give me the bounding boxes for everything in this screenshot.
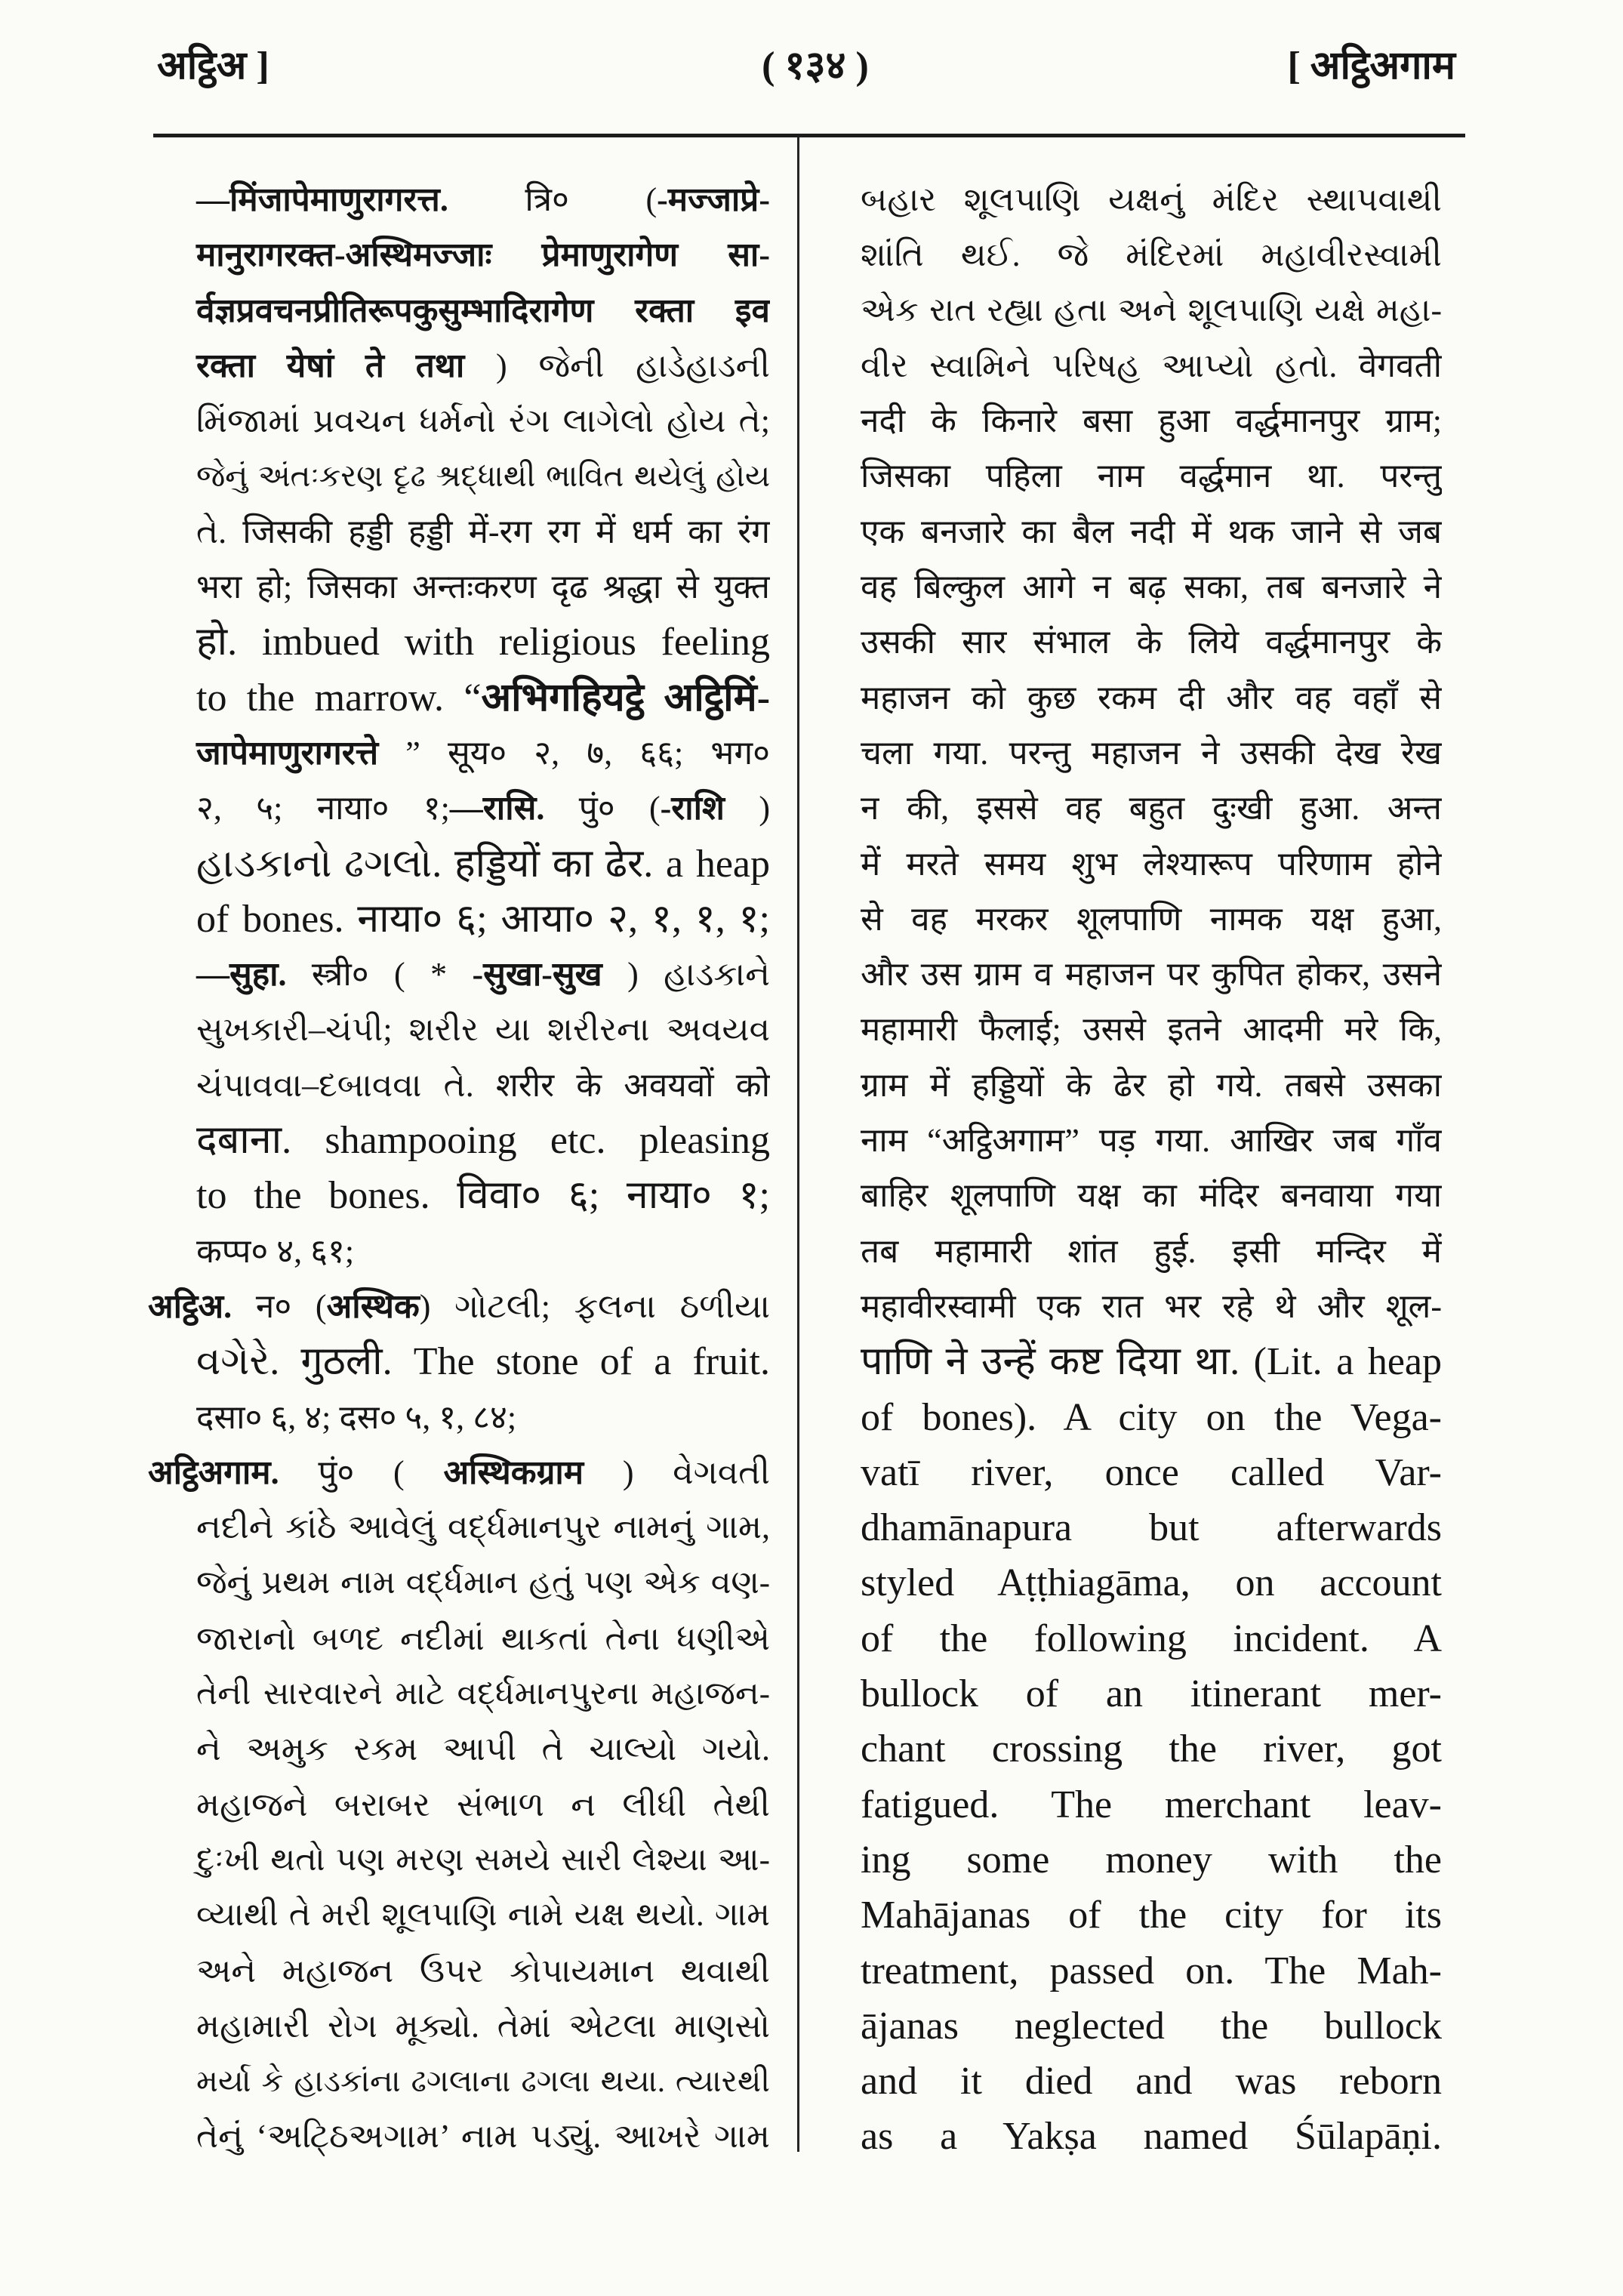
- left-column: [148, 172, 770, 2165]
- text-line: fatigued. The merchant leav-: [861, 1783, 1442, 1826]
- text-line: [148, 1888, 770, 1943]
- text-line: [148, 1334, 770, 1389]
- text-run: હાડકાનો ઢગલો. हड्डियों का ढेर. a heap: [196, 842, 770, 886]
- text-line: ग्राम में हड्डियों के ढेर हो गये. तबसे उसका: [861, 1066, 1442, 1104]
- text-run: ) વેગવતી: [584, 1453, 770, 1491]
- text-line: bullock of an itinerant mer-: [861, 1672, 1442, 1716]
- bold-term: —सुहा.: [196, 956, 287, 994]
- bold-term: रक्ता येषां ते तथा: [196, 347, 465, 384]
- text-line: એક રાત રહ્યા હતા અને શૂલપાણિ યક્ષે મહા-: [861, 291, 1442, 328]
- text-run: ” सूय० २, ७, ६६; भग०: [378, 734, 770, 772]
- text-run: पुं० (: [279, 1453, 444, 1491]
- bold-term: अभिगहियट्ठे अट्ठिमिं-: [481, 676, 770, 720]
- text-run: તે. जिसकी हड्डी हड्डी में-रग रग में धर्म का रंग: [196, 513, 770, 550]
- text-line: पाणि ने उन्हें कष्ट दिया था. (Lit. a heap: [861, 1340, 1442, 1384]
- page-number: ( १३४ ): [762, 45, 869, 88]
- text-line: [148, 1224, 770, 1279]
- text-run: दसा० ६, ४; दस० ५, १, ८४;: [196, 1398, 517, 1436]
- text-line: न की, इससे वह बहुत दुःखी हुआ. अन्त: [861, 790, 1442, 827]
- text-run: ): [724, 790, 770, 827]
- text-line: [148, 1611, 770, 1666]
- text-line: dhamānapura but afterwards: [861, 1506, 1442, 1550]
- text-line: and it died and was reborn: [861, 2060, 1442, 2103]
- right-column: [861, 172, 1442, 2165]
- text-line: तब महामारी शांत हुई. इसी मन्दिर में: [861, 1232, 1442, 1270]
- text-run: भरा हो; जिसका अन्तःकरण दृढ श्रद्धा से युक्त: [196, 569, 770, 606]
- text-run: ચંપાવવા–દબાવવા તે. शरीर के अवयवों को: [196, 1066, 770, 1104]
- text-line: [148, 1445, 770, 1500]
- text-line: एक बनजारे का बैल नदी में थक जाने से जब: [861, 513, 1442, 550]
- text-run: જેનું પ્રથમ નામ વર્દ્ધમાન હતું પણ એક વણ-: [196, 1565, 770, 1601]
- text-line: of bones). A city on the Vega-: [861, 1395, 1442, 1439]
- text-line: [148, 1279, 770, 1334]
- text-run: વ્યાથી તે મરી શૂલપાણિ નામે યક્ષ થયો. ગામ: [196, 1897, 770, 1934]
- text-run: त्रि० (: [448, 181, 658, 218]
- text-line: [148, 1002, 770, 1057]
- text-run: स्त्री० ( *: [286, 956, 473, 994]
- text-line: [148, 504, 770, 559]
- column-divider: [797, 137, 799, 2152]
- text-line: [148, 338, 770, 393]
- text-line: [148, 172, 770, 227]
- text-line: [148, 1168, 770, 1223]
- text-run: સુખકારી–ચંપી; શરીર યા શરીરના અવયવ: [196, 1011, 770, 1049]
- text-line: [148, 227, 770, 282]
- bold-term: अट्ठिअगाम.: [148, 1453, 279, 1491]
- header-rule: [153, 134, 1465, 137]
- text-run: તેનું ‘અટ્ઠિઅગામ’ નામ પડ્યું. આખરે ગામ: [196, 2118, 770, 2156]
- text-run: to the bones. विवा० ६; नाया० १;: [196, 1174, 770, 1218]
- text-line: जिसका पहिला नाम वर्द्धमान था. परन्तु: [861, 458, 1442, 495]
- text-run: મહાજને બરાબર સંભાળ ન લીધી તેથી: [196, 1786, 770, 1823]
- text-run: અને મહાજન ઉપર કોપાયમાન થવાથી: [196, 1952, 770, 1989]
- bold-term: अस्थिक: [326, 1287, 420, 1325]
- text-line: styled Aṭṭhiagāma, on account: [861, 1561, 1442, 1605]
- text-line: ing some money with the: [861, 1838, 1442, 1881]
- text-line: [148, 1721, 770, 1777]
- text-run: हो. imbued with religious feeling: [196, 621, 770, 664]
- text-line: में मरते समय शुभ लेश्यारूप परिणाम होने: [861, 845, 1442, 883]
- text-line: उसकी सार संभाल के लिये वर्द्धमानपुर के: [861, 624, 1442, 661]
- text-line: [148, 1555, 770, 1610]
- text-line: और उस ग्राम व महाजन पर कुपित होकर, उसने: [861, 956, 1442, 994]
- text-line: [148, 670, 770, 726]
- text-line: चला गया. परन्तु महाजन ने उसकी देख रेख: [861, 734, 1442, 772]
- text-line: [148, 283, 770, 338]
- text-line: બહાર શૂલપાણિ યક્ષનું મંદિર સ્થાપવાથી: [861, 181, 1442, 218]
- bold-term: र्वज्ञप्रवचनप्रीतिरूपकुसुम्भादिरागेण रक्ता इव: [196, 291, 770, 329]
- text-run: દુઃખી થતો પણ મરણ સમયે સારી લેશ્યા આ-: [196, 1841, 770, 1878]
- text-line: [148, 559, 770, 615]
- text-run: નદીને કાંઠે આવેલું વર્દ્ધમાનપુર નામનું ગામ,: [196, 1509, 770, 1546]
- bold-term: मानुरागरक्त-अस्थिमज्जाः प्रेमाणुरागेण सा-: [196, 236, 770, 274]
- running-head-left: अट्ठिअ ]: [157, 45, 269, 88]
- running-head-right: [ अट्ठिअगाम: [1287, 45, 1455, 88]
- bold-term: जापेमाणुरागरत्ते: [196, 734, 379, 772]
- text-run: कप्प० ४, ६१;: [196, 1232, 355, 1270]
- bold-term: अस्थिकग्राम: [443, 1453, 584, 1491]
- text-run: of bones. नाया० ६; आया० २, १, १, १;: [196, 897, 770, 941]
- bold-term: —मिंजापेमाणुरागरत्त.: [196, 181, 448, 218]
- bold-term: अट्ठिअ.: [148, 1287, 233, 1325]
- text-run: ) ગોટલી; ફલના ઠળીયા: [419, 1287, 770, 1325]
- text-line: [148, 837, 770, 892]
- text-run: તેની સારવારને માટે વર્દ્ધમાનપુરના મહાજન-: [196, 1676, 770, 1712]
- text-line: वह बिल्कुल आगे न बढ़ सका, तब बनजारे ने: [861, 569, 1442, 606]
- text-line: [148, 892, 770, 947]
- text-line: [148, 1832, 770, 1888]
- text-line: [148, 1943, 770, 1999]
- text-run: વગેરે. गुठली. The stone of a fruit.: [196, 1340, 770, 1384]
- text-line: [148, 1390, 770, 1445]
- text-run: to the marrow. “: [196, 676, 482, 720]
- text-line: vatī river, once called Var-: [861, 1450, 1442, 1494]
- text-line: [148, 1666, 770, 1721]
- text-line: महामारी फैलाई; उससे इतने आदमी मरे कि,: [861, 1011, 1442, 1049]
- text-line: [148, 393, 770, 448]
- text-run: पुं० (: [544, 790, 661, 827]
- text-run: २, ५; नाया० १;: [196, 790, 450, 827]
- text-line: नाम “अट्ठिअगाम” पड़ गया. आखिर जब गाँव: [861, 1122, 1442, 1160]
- text-line: Mahājanas of the city for its: [861, 1894, 1442, 1937]
- text-line: [148, 1777, 770, 1832]
- text-line: શાંતિ થઈ. જે મંદિરમાં મહાવીરસ્વામી: [861, 236, 1442, 274]
- text-line: [148, 1500, 770, 1555]
- text-line: of the following incident. A: [861, 1616, 1442, 1660]
- text-run: ને અમુક રકમ આપી તે ચાલ્યો ગયો.: [196, 1730, 770, 1768]
- text-line: [148, 947, 770, 1002]
- text-line: treatment, passed on. The Mah-: [861, 1949, 1442, 1992]
- bold-term: -राशि: [660, 790, 725, 827]
- bold-term: -मज्जाप्रे-: [657, 181, 770, 218]
- text-line: [148, 615, 770, 670]
- text-line: [148, 1113, 770, 1168]
- text-line: [148, 726, 770, 781]
- text-run: ) જેની હાડેહાડની: [464, 347, 770, 384]
- text-line: ājanas neglected the bullock: [861, 2004, 1442, 2048]
- text-run: न० (: [232, 1287, 327, 1325]
- text-line: [148, 1999, 770, 2054]
- text-line: बाहिर शूलपाणि यक्ष का मंदिर बनवाया गया: [861, 1177, 1442, 1215]
- text-line: chant crossing the river, got: [861, 1727, 1442, 1771]
- bold-term: -सुखा-सुख: [472, 956, 602, 994]
- text-line: महावीरस्वामी एक रात भर रहे थे और शूल-: [861, 1287, 1442, 1325]
- text-run: જેનું અંતઃકરણ દૃઢ શ્રદ્ધાથી ભાવિત થયેલું હોય: [196, 459, 770, 494]
- text-line: [148, 2109, 770, 2164]
- text-run: મહામારી રોગ મૂક્યો. તેમાં એટલા માણસો: [196, 2007, 770, 2045]
- text-line: as a Yakṣa named Śūlapāṇi.: [861, 2115, 1442, 2159]
- text-line: [148, 448, 770, 504]
- text-run: दबाना. shampooing etc. pleasing: [196, 1119, 770, 1163]
- text-line: से वह मरकर शूलपाणि नामक यक्ष हुआ,: [861, 900, 1442, 938]
- text-line: [148, 2054, 770, 2109]
- text-run: મર્યા કે હાડકાંના ઢગલાના ઢગલા થયા. ત્યારથી: [196, 2063, 770, 2099]
- bold-term: —रासि.: [449, 790, 545, 827]
- text-run: ) હાડકાને: [602, 956, 770, 994]
- text-line: नदी के किनारे बसा हुआ वर्द्धमानपुर ग्राम;: [861, 402, 1442, 440]
- text-run: મિંજામાં પ્રવચન ધર્મનો રંગ લાગેલો હોય તે;: [196, 402, 770, 440]
- text-line: વીર સ્વામિને પરિષહ આપ્યો હતો. वेगवती: [861, 347, 1442, 384]
- text-line: [148, 781, 770, 836]
- text-line: [148, 1058, 770, 1113]
- text-line: महाजन को कुछ रकम दी और वह वहाँ से: [861, 679, 1442, 717]
- text-run: જારાનો બળદ નદીમાં થાકતાં તેના ધણીએ: [196, 1620, 770, 1657]
